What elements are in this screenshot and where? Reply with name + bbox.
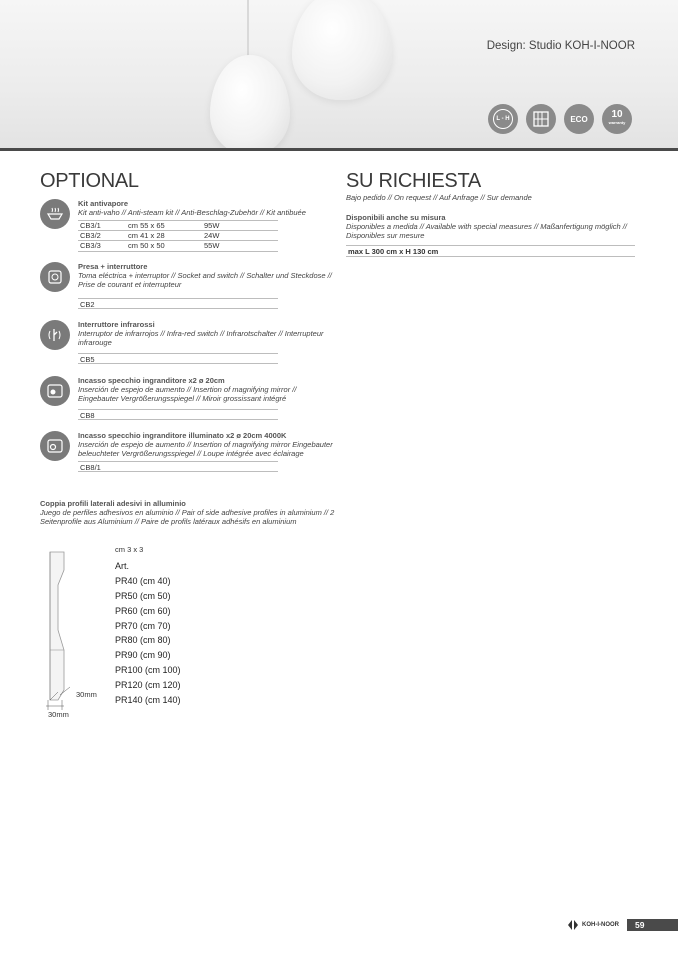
item-title: Incasso specchio ingranditore x2 ø 20cm bbox=[78, 376, 225, 385]
item-title: Kit antivapore bbox=[78, 199, 129, 208]
header-photo bbox=[0, 0, 678, 148]
item-desc: Kit anti-vaho // Anti-steam kit // Anti-Beschlag-Zubehör // Kit antibuée bbox=[78, 208, 306, 217]
dimension-depth: 30mm bbox=[76, 690, 97, 699]
item-desc: Inserción de espejo de aumento // Insertion of magnifying mirror // Eingebauter Vergrößerungsspiegel // Miroir grossissant intégré bbox=[78, 385, 297, 403]
list-item: PR70 (cm 70) bbox=[115, 620, 171, 631]
pendant-lamp bbox=[210, 55, 290, 148]
dimension-width: 30mm bbox=[48, 710, 69, 719]
list-item: PR90 (cm 90) bbox=[115, 650, 171, 661]
list-item: PR100 (cm 100) bbox=[115, 665, 181, 676]
profile-dimension: cm 3 x 3 bbox=[115, 545, 144, 554]
item-code: CB8 bbox=[78, 409, 278, 420]
header-divider bbox=[0, 148, 678, 151]
panel-cert-icon bbox=[526, 104, 556, 134]
magnifying-mirror-icon bbox=[40, 376, 70, 406]
item-title: Interruttore infrarossi bbox=[78, 320, 155, 329]
infrared-switch-icon bbox=[40, 320, 70, 350]
item-code: CB5 bbox=[78, 353, 278, 364]
brand-logo-icon bbox=[567, 920, 579, 930]
item-title: Incasso specchio ingranditore illuminato x2 ø 20cm 4000K bbox=[78, 431, 287, 440]
anti-steam-icon bbox=[40, 199, 70, 229]
list-item: PR40 (cm 40) bbox=[115, 575, 171, 586]
lamp-cord bbox=[247, 0, 249, 60]
profiles-desc: Juego de perfiles adhesivos en aluminio // Pair of side adhesive profiles in aluminium // 2 Seitenprofile aus Aluminium // Paire de profils latéraux adhésifs en aluminium bbox=[40, 508, 335, 526]
profiles-title: Coppia profili laterali adesivi in alluminio bbox=[40, 499, 186, 508]
list-item: PR120 (cm 120) bbox=[115, 680, 181, 691]
table-row: CB3/3 cm 50 x 50 55W bbox=[78, 241, 278, 252]
on-request-section bbox=[346, 170, 638, 257]
list-item: PR140 (cm 140) bbox=[115, 695, 181, 706]
socket-switch-icon bbox=[40, 262, 70, 292]
list-item: PR50 (cm 50) bbox=[115, 590, 171, 601]
list-item: PR80 (cm 80) bbox=[115, 635, 171, 646]
item-code: CB2 bbox=[78, 298, 278, 309]
code-table bbox=[78, 220, 278, 252]
item-title: Presa + interruttore bbox=[78, 262, 148, 271]
profiles-section bbox=[40, 499, 340, 526]
footer bbox=[567, 919, 678, 931]
certification-icons bbox=[488, 104, 632, 134]
optional-item-magnifying-mirror bbox=[40, 376, 340, 421]
brand-logo: KOH-I-NOOR bbox=[567, 920, 619, 930]
list-item: PR60 (cm 60) bbox=[115, 605, 171, 616]
custom-size-desc: Disponibles a medida // Available with special measures // Maßanfertigung möglich // Disponibles sur mesure bbox=[346, 222, 627, 240]
warranty-cert-icon: 10 warranty bbox=[602, 104, 632, 134]
led-cert-icon: L - H bbox=[488, 104, 518, 134]
item-desc: Interruptor de infrarrojos // Infra-red switch // Infrarotschalter // Interrupteur infrarouge bbox=[78, 329, 324, 347]
optional-title: OPTIONAL bbox=[40, 170, 139, 192]
table-row: CB3/1 cm 55 x 65 95W bbox=[78, 220, 278, 231]
pendant-lamp bbox=[292, 0, 392, 100]
custom-size-title: Disponibili anche su misura bbox=[346, 213, 446, 222]
optional-item-illuminated-mirror bbox=[40, 431, 340, 486]
profile-articles bbox=[115, 545, 181, 708]
item-desc: Inserción de espejo de aumento // Insertion of magnifying mirror Eingebauter beleuchteter Vergrößerungsspiegel // Loupe intégrée avec éclairage bbox=[78, 440, 333, 458]
item-desc: Toma eléctrica + interruptor // Socket and switch // Schalter und Steckdose // Prise de courant et interrupteur bbox=[78, 271, 332, 289]
table-row: CB3/2 cm 41 x 28 24W bbox=[78, 231, 278, 242]
eco-cert-icon: ECO bbox=[564, 104, 594, 134]
art-label: Art. bbox=[115, 561, 130, 571]
optional-item-socket-switch bbox=[40, 262, 340, 312]
optional-item-anti-steam bbox=[40, 199, 340, 259]
optional-item-infrared-switch bbox=[40, 320, 340, 365]
item-code: CB8/1 bbox=[78, 461, 278, 472]
illuminated-mirror-icon bbox=[40, 431, 70, 461]
page-number: 59 bbox=[627, 919, 678, 931]
design-credit: Design: Studio KOH-I-NOOR bbox=[486, 40, 635, 52]
on-request-subtitle: Bajo pedido // On request // Auf Anfrage // Sur demande bbox=[346, 193, 532, 202]
on-request-title: SU RICHIESTA bbox=[346, 170, 481, 192]
max-size: max L 300 cm x H 130 cm bbox=[346, 245, 635, 257]
